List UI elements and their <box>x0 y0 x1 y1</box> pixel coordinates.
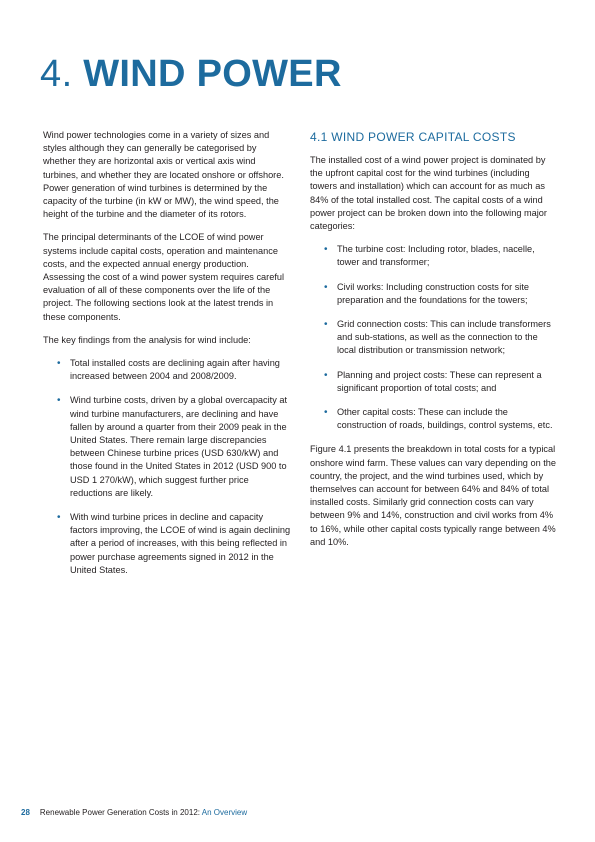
section-heading: 4.1 WIND POWER CAPITAL COSTS <box>310 130 516 144</box>
bullet-icon: • <box>57 358 61 370</box>
bullet-icon: • <box>324 244 328 256</box>
paragraph: The installed cost of a wind power project is dominated by the upfront capital cost for the wind turbines (including towers and installation) which can account for as much as 84% of the total installed cost. The capital costs of a wind power project can be broken down into the following major categories: <box>310 155 547 232</box>
page-number: 28 <box>21 808 30 817</box>
paragraph: The key findings from the analysis for wind include: <box>43 334 251 345</box>
bullet-icon: • <box>324 407 328 419</box>
list-item-text: Other capital costs: These can include the construction of roads, buildings, control systems, etc. <box>337 407 553 431</box>
publication-subtitle: An Overview <box>200 808 248 817</box>
list-item <box>43 357 291 383</box>
key-findings-list <box>43 357 291 577</box>
left-column <box>43 129 291 588</box>
list-item-text: Planning and project costs: These can represent a significant proportion of total costs; and <box>337 369 542 393</box>
bullet-icon: • <box>324 319 328 331</box>
list-item <box>310 243 556 269</box>
bullet-icon: • <box>324 369 328 381</box>
list-item-text: With wind turbine prices in decline and capacity factors improving, the LCOE of wind is again declining after a period of increases, with this being reflected in power purchase agreements signed in 2012 in the United States. <box>70 512 291 575</box>
paragraph: Wind power technologies come in a variety of sizes and styles although they can generally be categorised by whether they are horizontal axis or vertical axis wind turbines, and whether they are located onshore or offshore. Power generation of wind turbines is determined by the capacity of the turbine (in kW or MW), the wind speed, the height of the turbine and the diameter of its rotors. <box>43 130 284 220</box>
list-item-text: Grid connection costs: This can include transformers and sub-stations, as well as the connection to the local distribution or transmission network; <box>337 319 551 356</box>
bullet-icon: • <box>57 512 61 524</box>
publication-title: Renewable Power Generation Costs in 2012: <box>39 808 200 817</box>
page-footer <box>21 808 247 817</box>
chapter-title <box>40 52 342 96</box>
list-item-text: Civil works: Including construction costs for site preparation and the foundations for the towers; <box>337 281 529 305</box>
list-item <box>310 318 556 358</box>
list-item-text: Wind turbine costs, driven by a global overcapacity at wind turbine manufacturers, are declining and have fallen by around a quarter from their 2009 peak in the United States. There remain large discrepancies between Chinese turbine prices (USD 630/kW) and those found in the United States in 2012 (USD 900 to USD 1 270/kW), which suggest further price reductions are likely. <box>70 395 288 498</box>
list-item-text: Total installed costs are declining again after having increased between 2004 and 2008/2009. <box>70 358 280 382</box>
paragraph: Figure 4.1 presents the breakdown in total costs for a typical onshore wind farm. These values can vary depending on the country, the project, and the wind turbines used, which by themselves can account for between 64% and 84% of total installed costs. Similarly grid connection costs can vary between 9% and 14%, construction and civil works from 4% to 16%, while other capital costs typically range between 4% and 10%. <box>310 444 557 547</box>
paragraph: The principal determinants of the LCOE of wind power systems include capital costs, operation and maintenance costs, and the expected annual energy production. Assessing the cost of a wind power system requires careful evaluation of all of these components over the life of the project. The following sections look at the latest trends in these components. <box>43 232 285 322</box>
cost-categories-list <box>310 243 556 432</box>
list-item-text: The turbine cost: Including rotor, blades, nacelle, tower and transformer; <box>337 244 535 268</box>
chapter-title-text: WIND POWER <box>83 53 342 95</box>
bullet-icon: • <box>57 395 61 407</box>
list-item <box>310 406 556 432</box>
list-item <box>43 511 291 577</box>
list-item <box>310 369 556 395</box>
bullet-icon: • <box>324 281 328 293</box>
list-item <box>310 281 556 307</box>
right-column <box>310 129 556 559</box>
list-item <box>43 394 291 500</box>
chapter-number: 4. <box>40 53 73 95</box>
